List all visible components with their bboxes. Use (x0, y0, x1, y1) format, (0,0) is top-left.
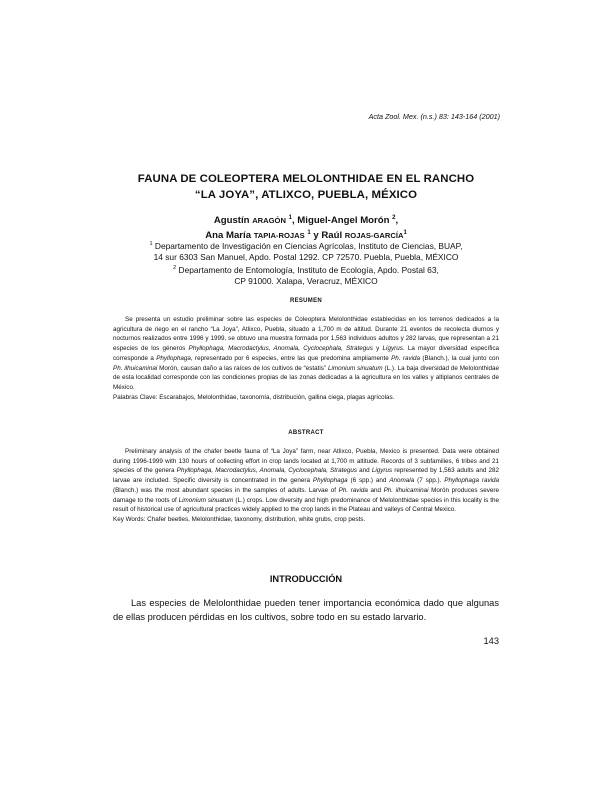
affiliation-2-text: Departamento de Entomología, Instituto de Ecología, Apdo. Postal 63, (176, 265, 439, 275)
abstract-species: Ph. ilhuicaminai (383, 486, 429, 494)
abstract-text: represented by 1,563 adults and 282 larvae are included. Specific diversity is concentrated in the genera (113, 467, 499, 485)
affiliation-1-line-2: 14 sur 6303 San Manuel, Apdo. Postal 1292. CP 72570. Puebla, Puebla, MÉXICO (153, 252, 459, 262)
introduccion-heading: INTRODUCCIÓN (269, 574, 343, 584)
affiliation-2-line-1 (100, 263, 512, 276)
author-1-first: Agustín (213, 215, 253, 227)
resumen-text: Morón, causan daño a las raíces de los cultivos de “estatis” (157, 364, 328, 372)
resumen-genus: Phyllophaga (156, 354, 191, 362)
author-4-last: ROJAS-GARCÍA (344, 231, 404, 241)
resumen-paragraph (113, 315, 499, 393)
abstract-text: (7 spp.). (414, 477, 445, 485)
author-3-affiliation-mark: 1 (307, 230, 311, 237)
affiliations (100, 239, 512, 287)
abstract-species: Phyllophaga ravida (444, 477, 500, 485)
title-line-1: FAUNA DE COLEOPTERA MELOLONTHIDAE EN EL RANCHO (137, 173, 475, 185)
abstract-text: (6 spp.) and (347, 477, 390, 485)
resumen-genera: Phyllophaga, Macrodactylus, Anomala, Cyclocephala, Strategus (188, 345, 373, 353)
abstract-species: Limonium sinuatum (178, 496, 234, 504)
author-separator: , (395, 215, 399, 227)
journal-citation: Acta Zool. Mex. (n.s.) 83: 143-164 (2001) (368, 112, 500, 121)
author-4-first: Raúl (321, 230, 345, 242)
resumen-species: Ph. ravida (391, 354, 421, 362)
abstract-keywords (113, 515, 499, 525)
resumen-text: . La mayor diversidad específica corresponde a (113, 345, 499, 362)
resumen-text: Se presenta un estudio preliminar sobre las especies de Coleoptera Melolonthidae establecidas en los terrenos dedicados a la agricultura de riego en el rancho “La Joya”, Atlixco, Puebla, situado a 1,700 m de altitud. Durante 21 eventos de recolecta diurnos y nocturnos realizados entre 1996 y 1999, se obtuvo una muestra formada por 1,563 individuos adultos y 282 larvas, que representan a 21 especies de los géneros (113, 316, 499, 353)
resumen-text: y (372, 345, 383, 353)
affiliation-1-mark: 1 (149, 241, 153, 247)
resumen-heading: RESUMEN (289, 298, 323, 304)
abstract-genus: Anomala (389, 477, 415, 485)
resumen-text: (L.). La baja diversidad de Melolonthidae de esta localidad corresponde con las condiciones propias de las zonas dedicadas a la agricultura en los valles y altiplanos centrales de México. (113, 364, 499, 391)
resumen-body (113, 315, 499, 402)
author-2-last: Morón (360, 215, 390, 227)
abstract-text: and (367, 486, 384, 494)
author-4-affiliation-mark: 1 (403, 230, 407, 237)
resumen-text: , representado por 6 especies, entre las que predomina ampliamente (190, 354, 392, 362)
author-2-affiliation-mark: 2 (392, 215, 396, 221)
resumen-species: Limonium sinuatum (327, 364, 383, 372)
resumen-text: (Blanch.), la cual junto con (420, 354, 499, 362)
resumen-keywords-label: Palabras Clave: (113, 393, 158, 401)
author-1-last: ARAGÓN (252, 216, 286, 226)
abstract-genus: Phyllophaga (312, 477, 348, 485)
resumen-keywords-text: Escarabajos, Melolonthidae, taxonomía, distribución, gallina ciega, plagas agrícolas. (157, 393, 395, 401)
page-number: 143 (483, 636, 499, 646)
author-1-affiliation-mark: 1 (288, 215, 292, 221)
author-line-1 (100, 212, 512, 227)
abstract-genus: Ligyrus (371, 467, 393, 475)
abstract-body (113, 447, 499, 525)
resumen-genus: Ligyrus (382, 345, 403, 353)
abstract-keywords-label: Key Words: (113, 515, 146, 523)
author-3-first: Ana María (205, 230, 254, 242)
abstract-text: (Blanch.) was the most abundant species in the samples of adults. Larvae of (113, 486, 339, 494)
introduccion-paragraph: Las especies de Melolonthidae pueden tener importancia económica dado que algunas de ellas producen pérdidas en los cultivos, sobre todo en su estado larvario. (113, 598, 499, 622)
title-line-2: “LA JOYA”, ATLIXCO, PUEBLA, MÉXICO (194, 189, 418, 201)
resumen-species: Ph. ilhuicaminai (113, 364, 158, 372)
abstract-species: Ph. ravida (338, 486, 368, 494)
author-2-first: Miguel-Angel (297, 215, 361, 227)
abstract-genera: Phyllophaga, Macrodactylus, Anomala, Cyclocephala, Strategus (176, 467, 357, 475)
abstract-paragraph (113, 447, 499, 515)
resumen-keywords (113, 393, 499, 403)
abstract-heading: ABSTRACT (288, 430, 324, 436)
author-separator: , (291, 215, 298, 227)
abstract-text: (L.) crops. Low diversity and high predominance of Melolonthidae species in this locality is the result of historical use of agricultural practices widely applied to the crop lands in the Plateau and valleys of Central Mexico. (113, 496, 499, 514)
abstract-text: Morón produces severe damage to the roots of (113, 486, 500, 504)
abstract-keywords-text: Chafer beetles, Melolonthidae, taxonomy, distribution, white grubs, crop pests. (145, 515, 366, 523)
affiliation-2-mark: 2 (173, 265, 177, 272)
abstract-text: and (356, 467, 372, 475)
paper-title (100, 171, 512, 203)
affiliation-1-text: Departamento de Investigación en Ciencias Agrícolas, Instituto de Ciencias, BUAP, (152, 240, 463, 251)
abstract-text: Preliminary analysis of the chafer beetle fauna of “La Joya” farm, near Atlixco, Puebla, Mexico is presented. Data were obtained during 1996-1999 with 130 hours of collecting effort in crop lands located at 1,700 m altitude. Records of 3 subfamilies, 6 tribes and 21 species of the genera (113, 448, 499, 475)
author-list (100, 212, 512, 242)
affiliation-1-line-1 (100, 239, 512, 252)
affiliation-2-line-2: CP 91000. Xalapa, Veracruz, MÉXICO (234, 276, 378, 287)
author-separator: y (310, 230, 322, 242)
author-3-last: TAPIA-ROJAS (253, 231, 305, 241)
